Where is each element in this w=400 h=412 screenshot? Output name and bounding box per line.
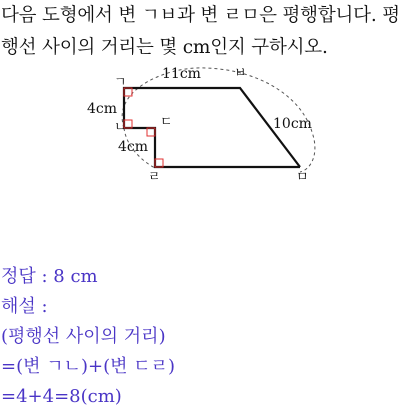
vertex-label-n: ㄴ [114, 120, 127, 135]
explanation-line-1: (평행선 사이의 거리) [1, 326, 166, 347]
vertex-label-b: ㅂ [234, 66, 247, 81]
length-label-lower: 4cm [118, 139, 149, 155]
vertex-label-r: ㄹ [148, 170, 161, 185]
question-line-1: 다음 도형에서 변 ㄱㅂ과 변 ㄹㅁ은 평행합니다. 평 [1, 5, 400, 26]
explanation-line-3: =4+4=8(cm) [1, 386, 122, 407]
answer-block [1, 262, 175, 412]
length-label-slant: 10cm [273, 116, 312, 132]
right-angle-mark-r [155, 159, 163, 167]
length-label-left: 4cm [87, 101, 118, 117]
vertex-label-g: ㄱ [114, 75, 127, 90]
right-angle-mark-d [147, 128, 155, 136]
length-label-top: 11cm [162, 66, 201, 82]
answer-line: 정답 : 8 cm [1, 266, 98, 287]
explanation-heading: 해설 : [1, 296, 48, 317]
vertex-label-d: ㄷ [160, 115, 173, 130]
explanation-line-2: =(변 ㄱㄴ)+(변 ㄷㄹ) [1, 356, 176, 377]
question-line-2: 행선 사이의 거리는 몇 cm인지 구하시오. [1, 37, 328, 58]
vertex-label-m: ㅁ [296, 170, 309, 185]
